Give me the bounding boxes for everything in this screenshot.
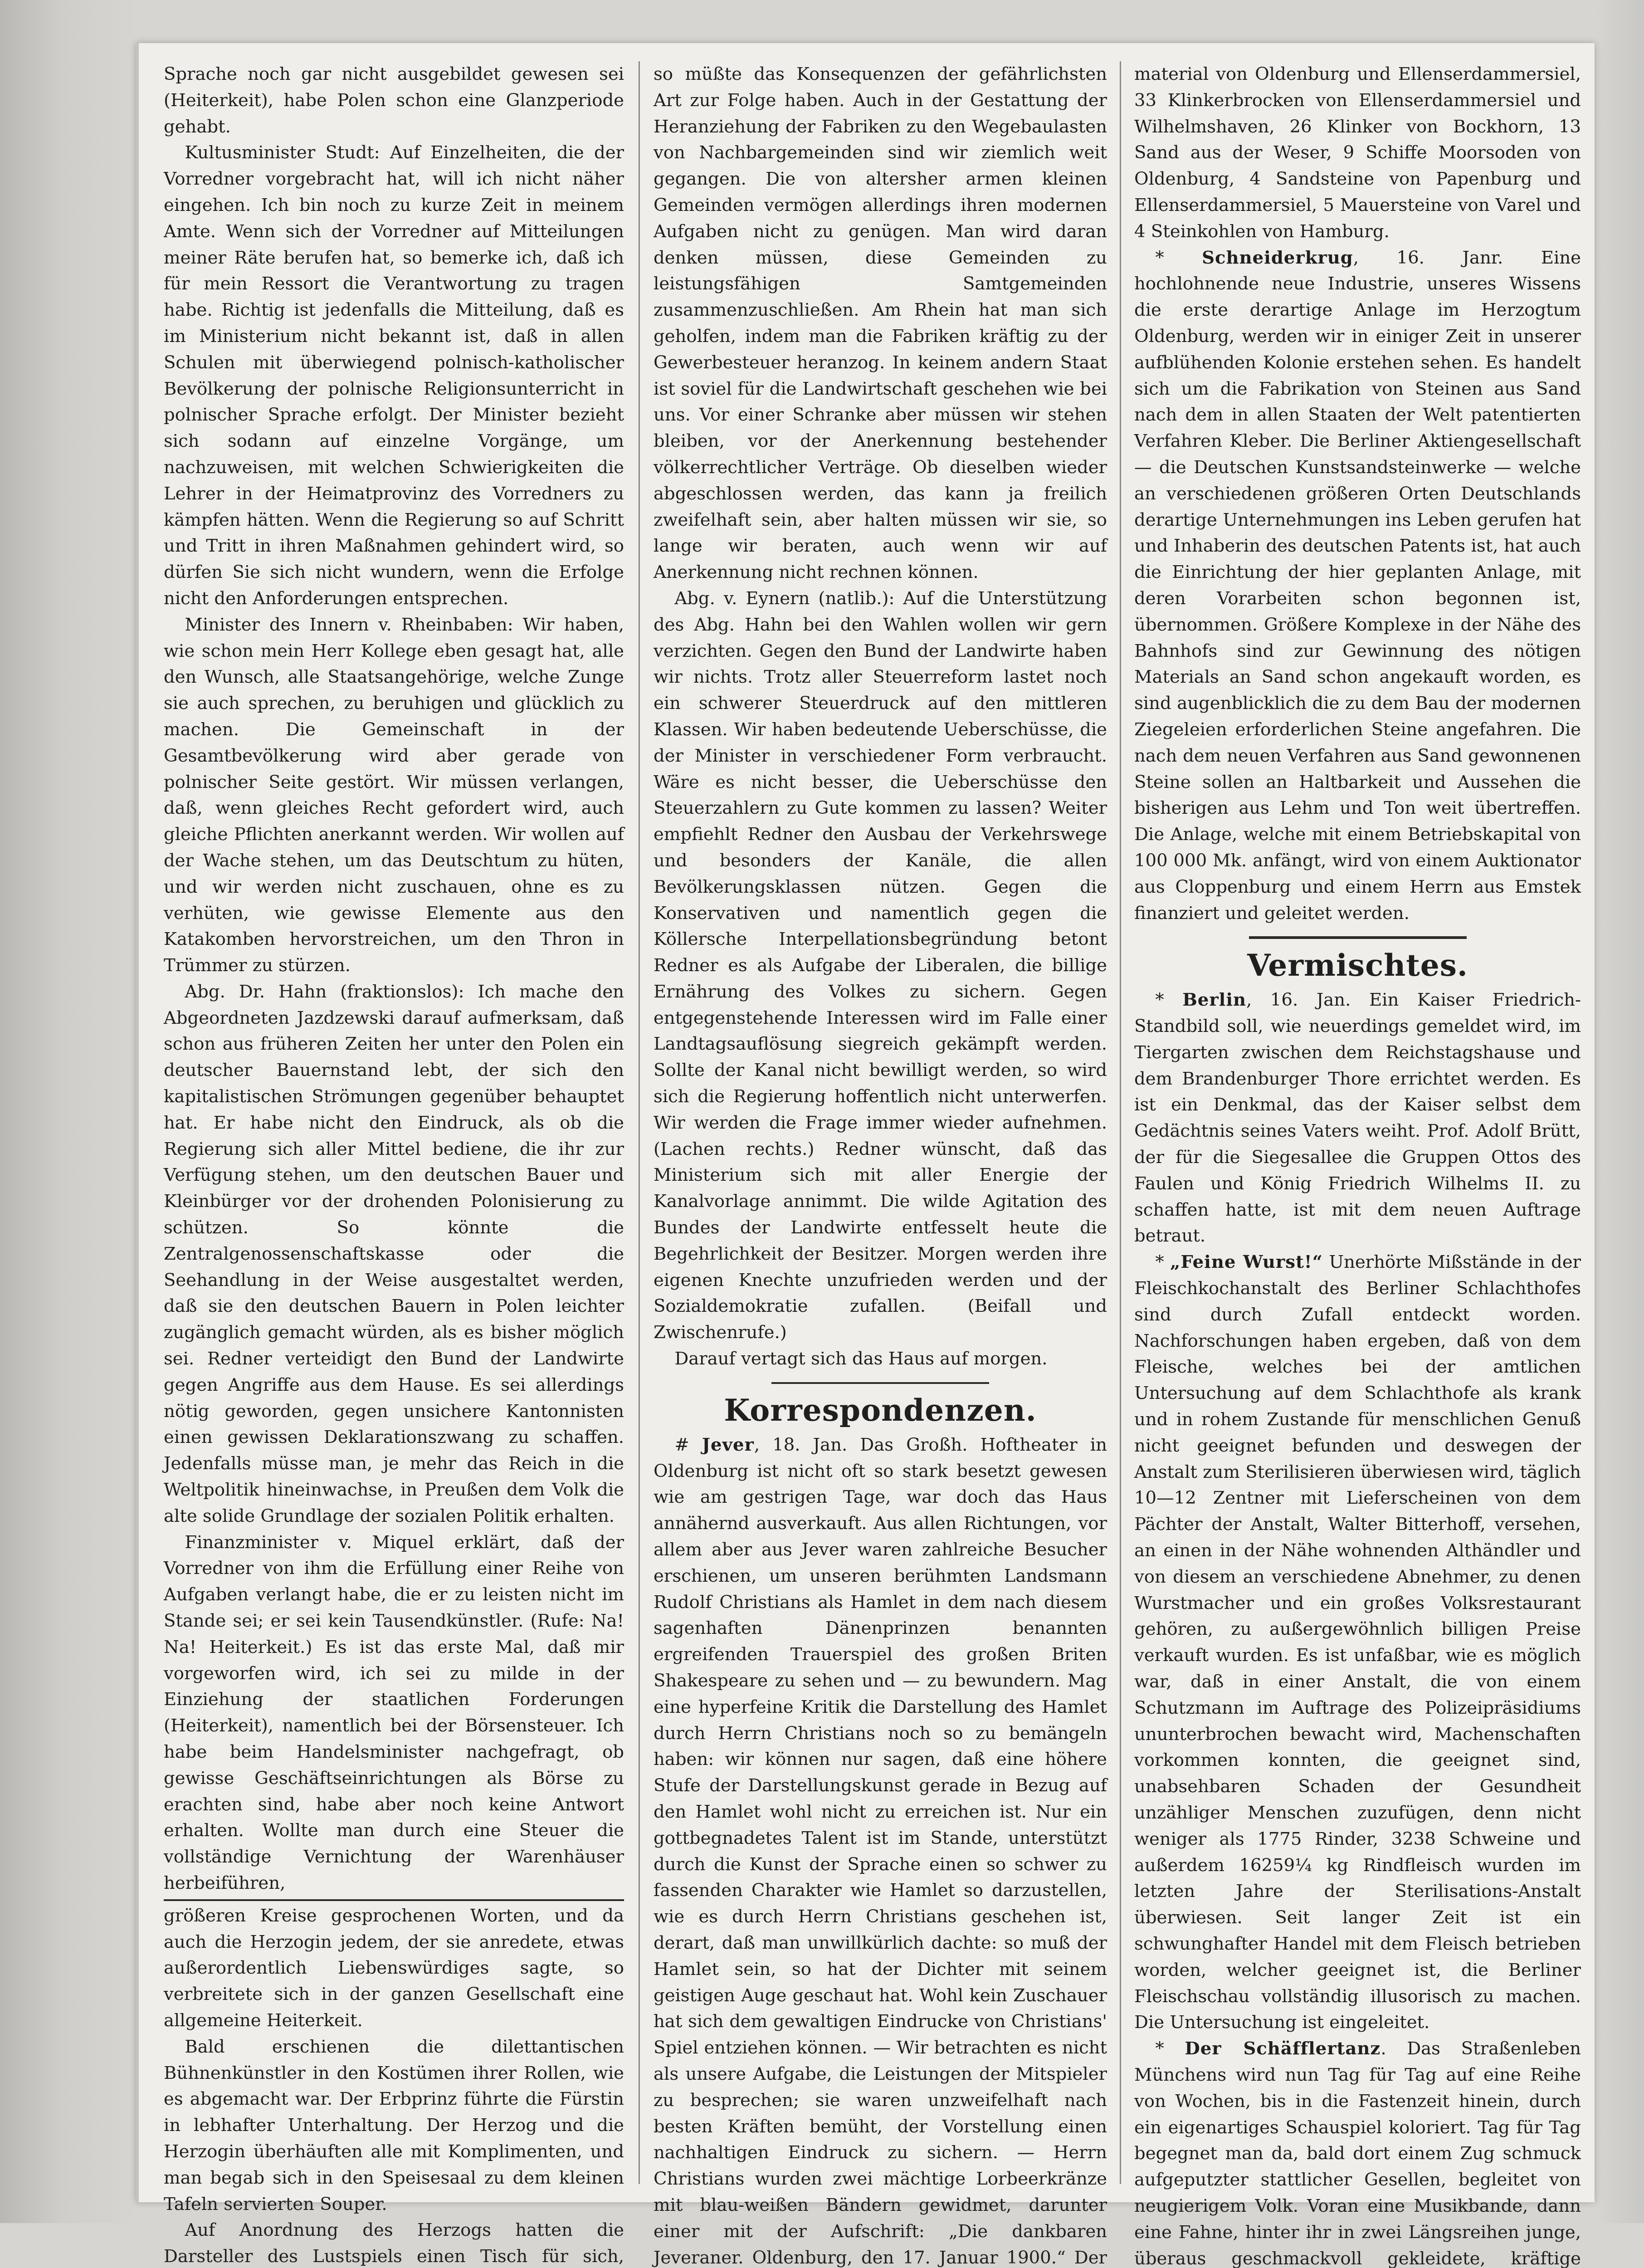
paragraph: Finanzminister v. Miquel erklärt, daß der Vorredner von ihm die Erfüllung einer Reihe von Aufgaben verlangt habe, die er zu leisten nicht im Stande sei; er sei kein Tausendkünstler. (Rufe: Na! Na! Heiterkeit.) Es ist das erste Mal, daß mir vorgeworfen wird, ich sei zu milde in der Einziehung der staatlichen Forderungen (Heiterkeit), namentlich bei der Börsensteuer. Ich habe beim Handelsminister nachgefragt, ob gewisse Geschäftseinrichtungen als Börse zu erachten sind, habe aber noch keine Antwort erhalten. Wollte man durch eine Steuer die vollständige Vernichtung der Warenhäuser herbeiführen, <box>164 1532 624 1893</box>
place-name: „Feine Wurst!“ <box>1170 1252 1323 1273</box>
paragraph: Bald erschienen die dilettantischen Bühnenkünstler in den Kostümen ihrer Rollen, wie es abgemacht war. Der Erbprinz führte die Fürstin in lebhafter Unterhaltung. Der Herzog und die Herzogin überhäuften alle mit Komplimenten, und man begab sich in den Speisesaal zu dem kleinen Tafeln servierten Souper. <box>164 2036 624 2214</box>
column-1 <box>164 61 624 2267</box>
paragraph: Auf Anordnung des Herzogs hatten die Darsteller des Lustspiels einen Tisch für sich, <box>164 2220 624 2267</box>
column-3 <box>1134 61 1581 2268</box>
news-item <box>1134 2036 1581 2268</box>
paragraph: Abg. v. Eynern (natlib.): Auf die Unterstützung des Abg. Hahn bei den Wahlen wollen wir gern verzichten. Gegen den Bund der Landwirte haben wir nichts. Trotz aller Steuerreform lastet noch ein schwerer Steuerdruck auf den mittleren Klassen. Wir haben bedeutende Ueberschüsse, die der Minister in verschiedener Form verbraucht. Wäre es nicht besser, die Ueberschüsse den Steuerzahlern zu Gute kommen zu lassen? Weiter empfiehlt Redner den Ausbau der Verkehrswege und besonders der Kanäle, die allen Bevölkerungsklassen nützen. Gegen die Konservativen und namentlich gegen die Köllersche Interpellationsbegründung betont Redner es als Aufgabe der Liberalen, die billige Ernährung des Volkes zu sichern. Gegen entgegenstehende Interessen wird im Falle einer Landtagsauflösung siegreich gekämpft werden. Sollte der Kanal nicht bewilligt werden, so wird sich die Regierung hoffentlich nicht unterwerfen. Wir werden die Frage immer wieder aufnehmen. (Lachen rechts.) Redner wünscht, daß das Ministerium sich mit aller Energie der Kanalvorlage annimmt. Die wilde Agitation des Bundes der Landwirte entfesselt heute die Begehrlichkeit der Besitzer. Morgen werden ihre eigenen Knechte unzufrieden werden und der Sozialdemokratie zufallen. (Beifall und Zwischenrufe.) <box>654 588 1107 1343</box>
paragraph: so müßte das Konsequenzen der gefährlichsten Art zur Folge haben. Auch in der Gestattung der Heranziehung der Fabriken zu den Wegebaulasten von Nachbargemeinden sind wir ziemlich weit gegangen. Die von altersher armen kleinen Gemeinden vermögen allerdings ihren modernen Aufgaben nicht zu genügen. Man wird daran denken müssen, diese Gemeinden zu leistungsfähigen Samtgemeinden zusammenzuschließen. Am Rhein hat man sich geholfen, indem man die Fabriken kräftig zu der Gewerbesteuer heranzog. In keinem andern Staat ist soviel für die Landwirtschaft geschehen wie bei uns. Vor einer Schranke aber müssen wir stehen bleiben, vor der Anerkennung bestehender völkerrechtlicher Verträge. Ob dieselben wieder abgeschlossen werden, das kann ja freilich zweifelhaft sein, aber halten müssen wir sie, so lange wir beraten, auch wenn wir auf Anerkennung nicht rechnen können. <box>654 64 1107 583</box>
item-text: , 16. Janr. Eine hochlohnende neue Industrie, unseres Wissens die erste derartige Anlage im Herzogtum Oldenburg, werden wir in einiger Zeit in unserer aufblühenden Kolonie erstehen sehen. Es handelt sich um die Fabrikation von Steinen aus Sand nach dem in allen Staaten der Welt patentierten Verfahren Kleber. Die Berliner Aktiengesellschaft — die Deutschen Kunstsandsteinwerke — welche an verschiedenen größeren Orten Deutschlands derartige Unternehmungen ins Leben gerufen hat und Inhaberin des deutschen Patents ist, hat auch die Einrichtung der hier geplanten Anlage, mit deren Vorarbeiten schon begonnen ist, übernommen. Größere Komplexe in der Nähe des Bahnhofs sind zur Gewinnung des nötigen Materials an Sand schon angekauft worden, es sind augenblicklich die zu dem Bau der modernen Ziegeleien erforderlichen Steine angefahren. Die nach dem neuen Verfahren aus Sand gewonnenen Steine sollen an Haltbarkeit und Aussehen die bisherigen aus Lehm und Ton weit übertreffen. Die Anlage, welche mit einem Betriebskapital von 100 000 Mk. anfängt, wird von einem Auktionator aus Cloppenburg und einem Herrn aus Emstek finanziert und geleitet werden. <box>1134 247 1581 924</box>
paragraph: Kultusminister Studt: Auf Einzelheiten, die der Vorredner vorgebracht hat, will ich nicht näher eingehen. Ich bin noch zu kurze Zeit in meinem Amte. Wenn sich der Vorredner auf Mitteilungen meiner Räte berufen hat, so bemerke ich, daß ich für mein Ressort die Verantwortung zu tragen habe. Richtig ist jedenfalls die Mitteilung, daß es im Ministerium nicht bekannt ist, daß in allen Schulen mit überwiegend polnisch-katholischer Bevölkerung der polnische Religionsunterricht in polnischer Sprache erfolgt. Der Minister bezieht sich sodann auf einzelne Vorgänge, um nachzuweisen, mit welchen Schwierigkeiten die Lehrer in der Heimatprovinz des Vorredners zu kämpfen hätten. Wenn die Regierung so auf Schritt und Tritt in ihren Maßnahmen gehindert wird, so dürfen Sie sich nicht wundern, wenn die Erfolge nicht den Anforderungen entsprechen. <box>164 142 624 609</box>
section-divider <box>1249 936 1467 939</box>
paragraph: Abg. Dr. Hahn (fraktionslos): Ich mache den Abgeordneten Jazdzewski darauf aufmerksam, daß schon aus früheren Zeiten her unter den Polen ein deutscher Bauernstand lebt, der sich den kapitalistischen Strömungen gegenüber behauptet hat. Er habe nicht den Eindruck, als ob die Regierung sich aller Mittel bediene, die ihr zur Verfügung stehen, um den deutschen Bauer und Kleinbürger vor der drohenden Polonisierung zu schützen. So könnte die Zentralgenossenschaftskasse oder die Seehandlung in der Weise ausgestaltet werden, daß sie den deutschen Bauern in Polen leichter zugänglich gemacht würden, als es bisher möglich sei. Redner verteidigt den Bund der Landwirte gegen Angriffe aus dem Hause. Es sei allerdings nötig geworden, gegen unsichere Kantonnisten einen gewissen Deklarationszwang zu schaffen. Jedenfalls müsse man, je mehr das Reich in die Weltpolitik hineinwachse, in Preußen dem Volk die alte solide Grundlage der sozialen Politik erhalten. <box>164 981 624 1526</box>
column-2 <box>654 61 1107 2268</box>
paragraph: größeren Kreise gesprochenen Worten, und da auch die Herzogin jedem, der sie anredete, etwas außerordentlich Liebenswürdiges sagte, so verbreitete sich in der ganzen Gesellschaft eine allgemeine Heiterkeit. <box>164 1905 624 2031</box>
item-mark: * <box>1155 1252 1164 1273</box>
paragraph: Sprache noch gar nicht ausgebildet gewesen sei (Heiterkeit), habe Polen schon eine Glanzperiode gehabt. <box>164 64 624 137</box>
section-heading: Korrespondenzen. <box>724 1392 1037 1428</box>
paragraph: Minister des Innern v. Rheinbaben: Wir haben, wie schon mein Herr Kollege eben gesagt hat, alle den Wunsch, alle Staatsangehörige, welche Zunge sie auch sprechen, zu beruhigen und glücklich zu machen. Die Gemeinschaft in der Gesamtbevölkerung wird aber gerade von polnischer Seite gestört. Wir müssen verlangen, daß, wenn gleiches Recht gefordert wird, auch gleiche Pflichten anerkannt werden. Wir wollen auf der Wache stehen, um das Deutschtum zu hüten, und wir werden nicht zuschauen, ohne es zu verhüten, wie gewisse Elemente aus den Katakomben hervorstreichen, um den Thron in Trümmer zu stürzen. <box>164 614 624 976</box>
column-rule <box>639 61 640 2184</box>
item-text: Unerhörte Mißstände in der Fleischkochanstalt des Berliner Schlachthofes sind durch Zufall entdeckt worden. Nachforschungen haben ergeben, daß von dem Fleische, welches bei der amtlichen Untersuchung auf dem Schlachthofe als krank und in rohem Zustande für menschlichen Genuß nicht geeignet befunden und deswegen der Anstalt zum Sterilisieren überwiesen wird, täglich 10—12 Zentner mit Lieferscheinen von dem Pächter der Anstalt, Walter Bitterhoff, versehen, an einen in der Nähe wohnenden Althändler und von diesem an verschiedene Abnehmer, zu denen Wurstmacher und ein großes Volksrestaurant gehören, zu außergewöhnlich billigen Preise verkauft wurden. Es ist unfaßbar, wie es möglich war, daß in einer Anstalt, die von einem Schutzmann im Auftrage des Polizeipräsidiums ununterbrochen bewacht wird, Machenschaften vorkommen konnten, die geeignet sind, unabsehbaren Schaden der Gesundheit unzähliger Menschen zuzufügen, denn nicht weniger als 1775 Rinder, 3238 Schweine und außerdem 16259¼ kg Rindfleisch wurden im letzten Jahre der Sterilisations-Anstalt überwiesen. Seit langer Zeit ist ein schwunghafter Handel mit dem Fleisch betrieben worden, welcher geeignet ist, die Berliner Fleischschau vollständig illusorisch zu machen. Die Untersuchung ist eingeleitet. <box>1134 1252 1581 2033</box>
item-text: , 18. Jan. Das Großh. Hoftheater in Oldenburg ist nicht oft so stark besetzt gewesen wie am gestrigen Tage, war doch das Haus annähernd ausverkauft. Aus allen Richtungen, vor allem aber aus Jever waren zahlreiche Besucher erschienen, um unseren berühmten Landsmann Rudolf Christians als Hamlet in dem nach diesem sagenhaften Dänenprinzen benannten ergreifenden Trauerspiel des großen Briten Shakespeare zu sehen und — zu bewundern. Mag eine hyperfeine Kritik die Darstellung des Hamlet durch Herrn Christians noch so zu bemängeln haben: wir können nur sagen, daß eine höhere Stufe der Darstellungskunst gerade in Bezug auf den Hamlet wohl nicht zu erreichen ist. Nur ein gottbegnadetes Talent ist im Stande, unterstützt durch die Kunst der Sprache einen so schwer zu fassenden Charakter wie Hamlet so darzustellen, wie es durch Herrn Christians geschehen ist, derart, daß man unwillkürlich dachte: so muß der Hamlet sein, so hat der Dichter mit seinem geistigen Auge geschaut hat. Wohl kein Zuschauer hat sich dem gewaltigen Eindrucke von Christians' Spiel entziehen können. — Wir betrachten es nicht als unsere Aufgabe, die Leistungen der Mitspieler zu besprechen; sie waren unzweifelhaft nach besten Kräften bemüht, der Vorstellung einen nachhaltigen Eindruck zu sichern. — Herrn Christians wurden zwei mächtige Lorbeerkränze mit blau-weißen Bändern gewidmet, darunter einer mit der Aufschrift: „Die dankbaren Jeveraner. Oldenburg, den 17. Januar 1900.“ Der <box>654 1434 1107 2268</box>
item-text: , 16. Jan. Ein Kaiser Friedrich-Standbild soll, wie neuerdings gemeldet wird, im Tiergarten zwischen dem Reichstagshause und dem Brandenburger Thore errichtet werden. Es ist ein Denkmal, das der Kaiser selbst dem Gedächtnis seines Vaters weiht. Prof. Adolf Brütt, der für die Siegesallee die Gruppen Ottos des Faulen und König Friedrich Wilhelms II. zu schaffen hatte, ist mit dem neuen Auftrage betraut. <box>1134 990 1581 1246</box>
item-mark: * <box>1155 2038 1164 2059</box>
news-item <box>1134 987 1581 1249</box>
news-item <box>1134 1249 1581 2036</box>
place-name: Berlin <box>1182 990 1247 1011</box>
item-mark: * <box>1155 990 1164 1011</box>
feuilleton-divider <box>164 1899 624 1901</box>
item-text: . Das Straßenleben Münchens wird nun Tag für Tag auf eine Reihe von Wochen, bis in die Fastenzeit hinein, durch ein eigenartiges Schauspiel koloriert. Tag für Tag begegnet man da, bald dort einem Zug schmuck aufgeputzter stattlicher Gesellen, begleitet von neugierigem Volk. Voran eine Musikbande, dann eine Fahne, hinter ihr in zwei Längsreihen junge, überaus geschmackvoll gekleidete, kräftige <box>1134 2038 1581 2268</box>
place-name: Schneiderkrug <box>1202 247 1353 268</box>
place-name: Jever <box>702 1434 754 1455</box>
place-name: Der Schäfflertanz <box>1185 2038 1381 2059</box>
news-item <box>654 1432 1107 2268</box>
newspaper-page <box>136 43 1595 2268</box>
section-heading: Vermischtes. <box>1247 948 1468 983</box>
section-divider <box>771 1382 989 1384</box>
item-mark: # <box>674 1434 689 1455</box>
paragraph: Darauf vertagt sich das Haus auf morgen. <box>674 1349 1048 1369</box>
paragraph: material von Oldenburg und Ellenserdammersiel, 33 Klinkerbrocken von Ellenserdammersiel und Wilhelmshaven, 26 Klinker von Bockhorn, 13 Sand aus der Weser, 9 Schiffe Moorsoden von Oldenburg, 4 Sandsteine von Papenburg und Ellenserdammersiel, 5 Mauersteine von Varel und 4 Steinkohlen von Hamburg. <box>1134 64 1581 242</box>
item-mark: * <box>1155 247 1164 268</box>
column-rule <box>1120 61 1121 2184</box>
news-item <box>1134 245 1581 927</box>
